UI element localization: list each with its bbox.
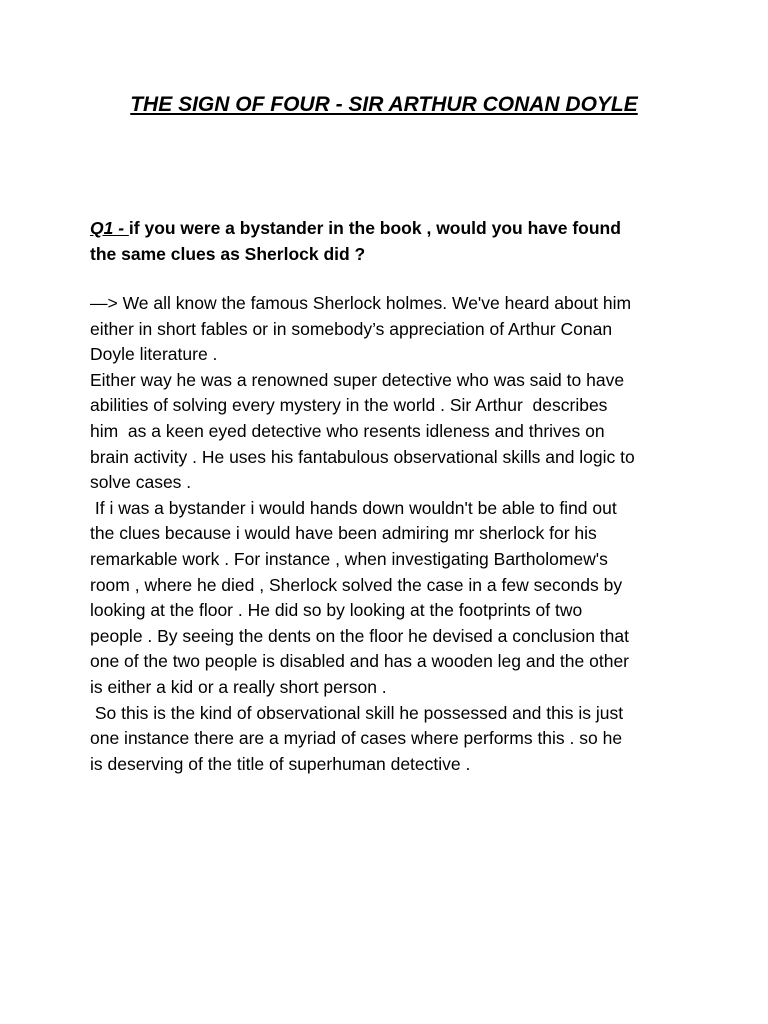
document-title: THE SIGN OF FOUR - SIR ARTHUR CONAN DOYLE [130,93,638,116]
answer-line: is either a kid or a really short person . [90,676,387,697]
answer-line: If i was a bystander i would hands down wouldn't be able to find out [90,497,617,518]
answer-body [90,291,690,777]
answer-line: brain activity . He uses his fantabulous observational skills and logic to [90,446,635,467]
answer-line: the clues because i would have been admiring mr sherlock for his [90,523,597,544]
answer-line: is deserving of the title of superhuman detective . [90,753,471,774]
answer-line: room , where he died , Sherlock solved the case in a few seconds by [90,574,623,595]
question-line: the same clues as Sherlock did ? [90,244,366,264]
answer-line: —> We all know the famous Sherlock holmes. We've heard about him [90,293,632,313]
answer-line: people . By seeing the dents on the floor he devised a conclusion that [90,625,629,646]
question-text [90,215,690,267]
answer-line: Doyle literature . [90,344,218,365]
answer-line: him as a keen eyed detective who resents idleness and thrives on [90,420,605,441]
answer-line: either in short fables or in somebody’s appreciation of Arthur Conan [90,318,613,339]
answer-line: So this is the kind of observational skill he possessed and this is just [90,702,624,723]
answer-line: solve cases . [90,472,192,493]
answer-line: one instance there are a myriad of cases where performs this . so he [90,728,623,749]
question-line: if you were a bystander in the book , would you have found [128,218,621,238]
answer-line: one of the two people is disabled and has a wooden leg and the other [90,651,630,672]
answer-line: remarkable work . For instance , when investigating Bartholomew's [90,548,608,569]
answer-line: abilities of solving every mystery in the world . Sir Arthur describes [90,395,608,416]
answer-line: Either way he was a renowned super detective who was said to have [90,369,625,390]
answer-line: looking at the floor . He did so by looking at the footprints of two [90,600,583,621]
question-label: Q1 - [90,218,129,238]
